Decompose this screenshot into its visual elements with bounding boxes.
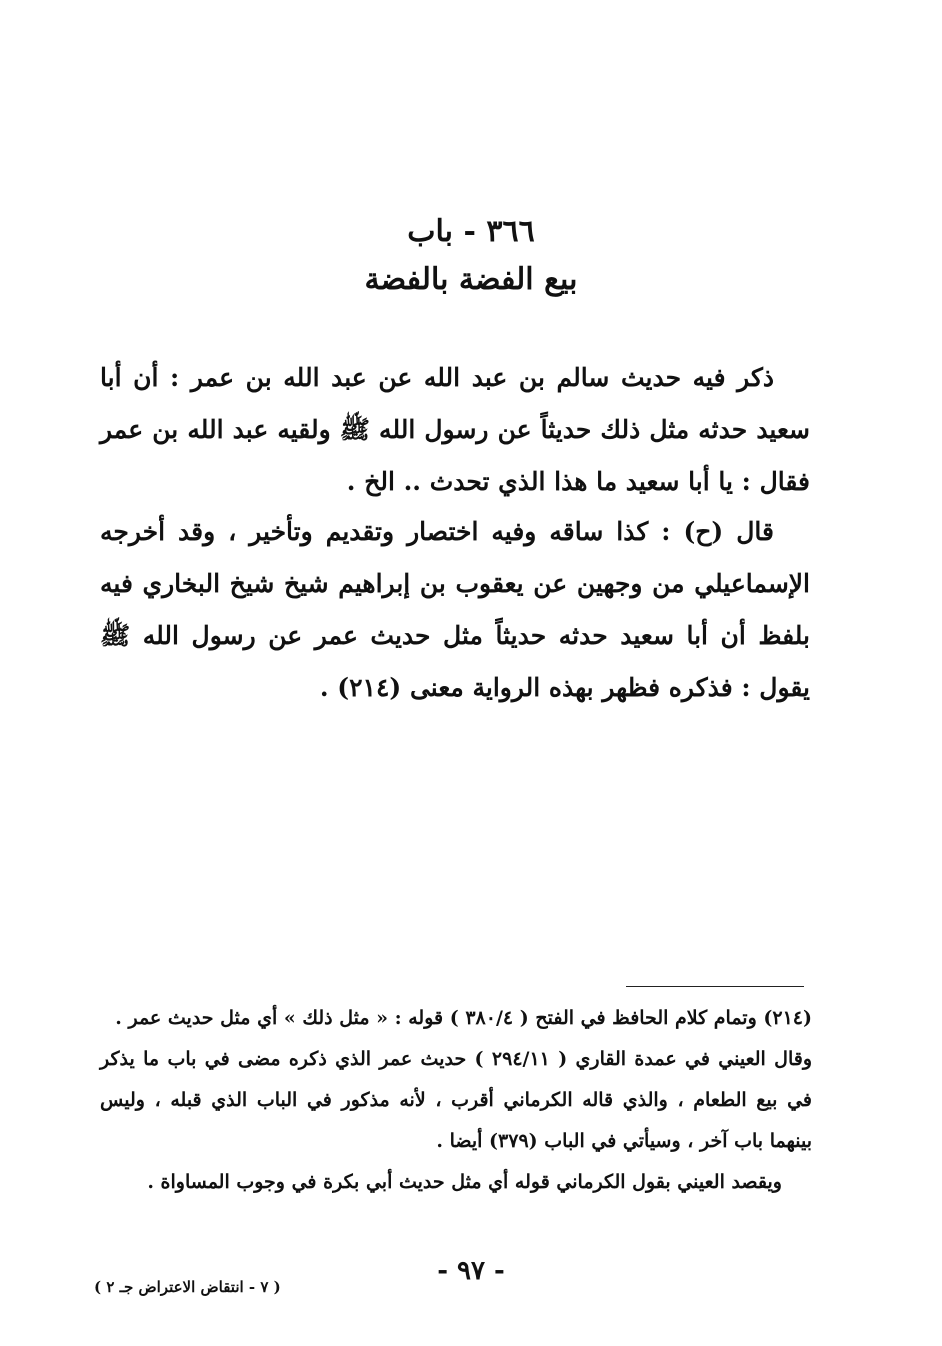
paragraph-2-text: قال (ح) : كذا ساقه وفيه اختصار وتقديم وتأخير ، وقد أخرجه الإسماعيلي من وجهين عن يعقوب بن إبراهيم شيخ شيخ البخاري فيه بلفظ أن أبا سعيد حدثه حديثاً مثل حديث عمر عن رسول الله ﷺ يقول : فذكره فظهر بهذه الرواية معنى (٢١٤) .: [100, 517, 810, 702]
page-number: - ٩٧ -: [437, 1256, 505, 1286]
chapter-title: بيع الفضة بالفضة: [364, 262, 578, 297]
paragraph-1-text: ذكر فيه حديث سالم بن عبد الله عن عبد الله بن عمر : أن أبا سعيد حدثه مثل ذلك حديثاً عن رسول الله ﷺ ولقيه عبد الله بن عمر فقال : يا أبا سعيد ما هذا الذي تحدث .. الخ .: [100, 363, 810, 496]
footnotes: [100, 998, 812, 1203]
paragraph-2: [100, 506, 810, 714]
footnote-line: وقال العيني في عمدة القاري ( ٢٩٤/١١ ) حديث عمر الذي ذكره مضى في باب ما يذكر في بيع الطعام ، والذي قاله الكرماني أقرب ، لأنه مذكور في الباب الذي قبله ، وليس بينهما باب آخر ، وسيأتي في الباب (٣٧٩) أيضا .: [100, 1048, 813, 1152]
footnote-line-container: [100, 1162, 812, 1203]
signature-mark: ( ٧ - انتقاض الاعتراض جـ ٢ ): [94, 1278, 281, 1296]
footnote-line: ويقصد العيني بقول الكرماني قوله أي مثل حديث أبي بكرة في وجوب المساواة .: [147, 1171, 782, 1193]
paragraph-1: [100, 352, 810, 508]
footnote-divider: [626, 986, 804, 987]
footnote-line: (٢١٤) وتمام كلام الحافظ في الفتح ( ٣٨٠/٤ ) قوله : « مثل ذلك » أي مثل حديث عمر .: [115, 1007, 812, 1029]
chapter-number: ٣٦٦ - باب: [407, 214, 535, 249]
